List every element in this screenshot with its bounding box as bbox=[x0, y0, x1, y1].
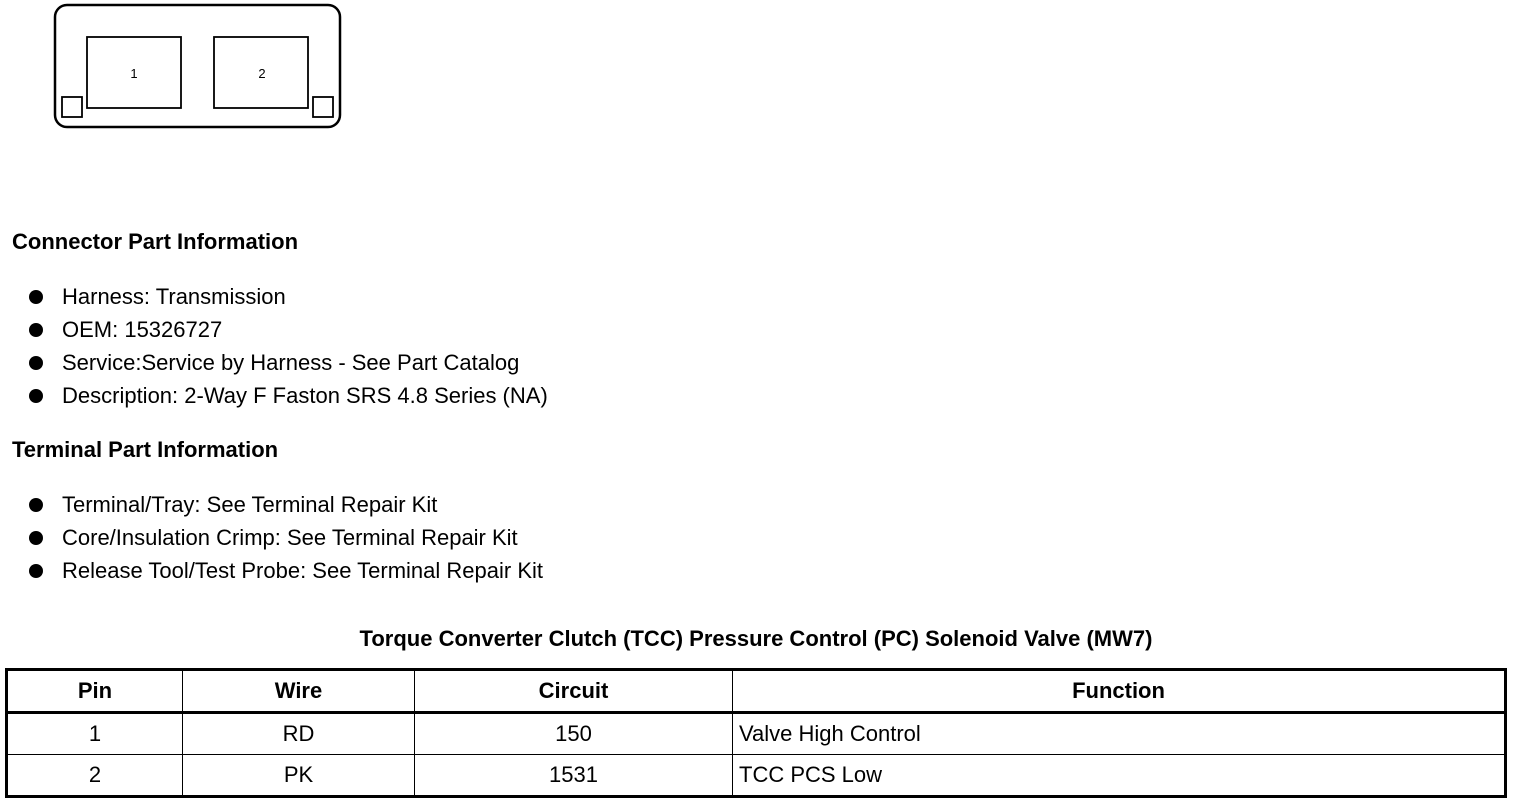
circuit-cell: 1531 bbox=[415, 755, 733, 797]
wire-cell: PK bbox=[183, 755, 415, 797]
bullet-icon bbox=[29, 564, 43, 578]
function-cell: Valve High Control bbox=[733, 713, 1506, 755]
column-header-function: Function bbox=[733, 670, 1506, 713]
pin-cell: 2 bbox=[7, 755, 183, 797]
function-cell: TCC PCS Low bbox=[733, 755, 1506, 797]
bullet-icon bbox=[29, 389, 43, 403]
table-row bbox=[7, 755, 1506, 797]
connector-info-heading: Connector Part Information bbox=[12, 229, 299, 254]
bullet-icon bbox=[29, 323, 43, 337]
pin-table-title: Torque Converter Clutch (TCC) Pressure Control (PC) Solenoid Valve (MW7) bbox=[359, 626, 1153, 651]
circuit-cell: 150 bbox=[415, 713, 733, 755]
bullet-icon bbox=[29, 498, 43, 512]
latch-right bbox=[313, 97, 333, 117]
terminal-info-heading: Terminal Part Information bbox=[12, 437, 279, 462]
table-header-row bbox=[7, 670, 1506, 713]
connector-face-diagram bbox=[0, 0, 360, 140]
pin-table bbox=[5, 668, 1507, 798]
bullet-icon bbox=[29, 290, 43, 304]
cavity-2-label: 2 bbox=[258, 66, 266, 81]
bullet-icon bbox=[29, 531, 43, 545]
column-header-pin: Pin bbox=[7, 670, 183, 713]
wire-cell: RD bbox=[183, 713, 415, 755]
table-row bbox=[7, 713, 1506, 755]
column-header-circuit: Circuit bbox=[415, 670, 733, 713]
bullet-icon bbox=[29, 356, 43, 370]
cavity-1-label: 1 bbox=[130, 66, 138, 81]
column-header-wire: Wire bbox=[183, 670, 415, 713]
latch-left bbox=[62, 97, 82, 117]
pin-cell: 1 bbox=[7, 713, 183, 755]
